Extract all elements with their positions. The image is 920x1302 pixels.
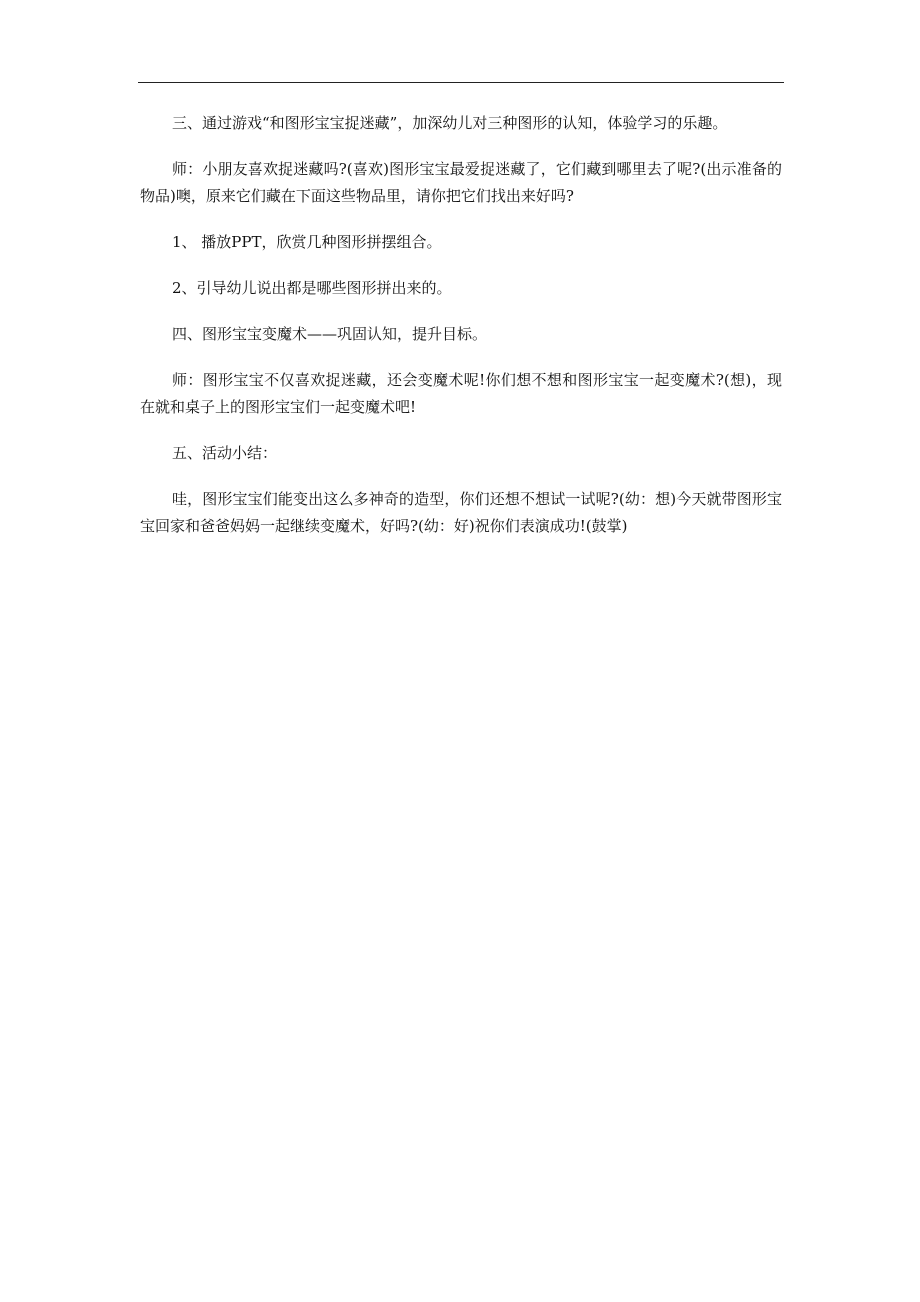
paragraph-step-1: 1、 播放PPT，欣赏几种图形拼摆组合。 — [172, 233, 442, 251]
paragraph-teacher-magic: 师：图形宝宝不仅喜欢捉迷藏，还会变魔术呢!你们想不想和图形宝宝一起变魔术?(想)，现在就和桌子上的图形宝宝们一起变魔术吧! — [140, 371, 782, 416]
paragraph-teacher-hide-and-seek: 师：小朋友喜欢捉迷藏吗?(喜欢)图形宝宝最爱捉迷藏了，它们藏到哪里去了呢?(出示准备的物品)噢，原来它们藏在下面这些物品里，请你把它们找出来好吗? — [140, 160, 782, 205]
paragraph-section-three: 三、通过游戏“和图形宝宝捉迷藏”，加深幼儿对三种图形的认知，体验学习的乐趣。 — [172, 114, 728, 132]
paragraph-section-five: 五、活动小结： — [172, 444, 278, 462]
document-body — [140, 110, 782, 559]
header-rule — [138, 82, 784, 83]
paragraph-section-four: 四、图形宝宝变魔术——巩固认知，提升目标。 — [172, 325, 488, 343]
paragraph-step-2: 2、引导幼儿说出都是哪些图形拼出来的。 — [172, 279, 452, 297]
paragraph-summary: 哇，图形宝宝们能变出这么多神奇的造型，你们还想不想试一试呢?(幼：想)今天就带图形宝宝回家和爸爸妈妈一起继续变魔术，好吗?(幼：好)祝你们表演成功!(鼓掌) — [140, 490, 782, 535]
